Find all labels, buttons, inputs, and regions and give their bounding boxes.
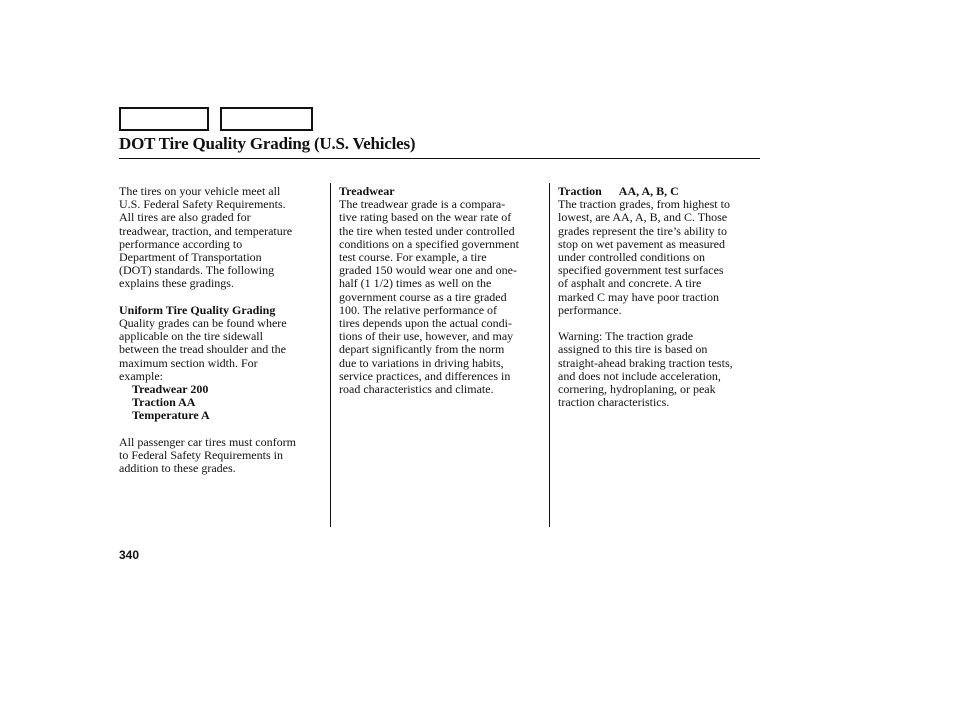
traction-heading: Traction (558, 184, 602, 198)
uniform-grading-heading: Uniform Tire Quality Grading (119, 302, 276, 317)
treadwear-text: The treadwear grade is a compara- tive rating based on the wear rate of the tire when tested under controlled conditions on a specified government test course. For example, a tire graded 150 would wear one and one- half (1 1/2) times as well on the government course as a tire graded 100. The relative performance of tires depends upon the actual condi- tions of their use, however, and may depart significantly from the norm due to variations in driving habits, service practices, and differences in road characteristics and climate. (339, 197, 519, 397)
closing-paragraph: All passenger car tires must conform to Federal Safety Requirements in addition to these grades. (119, 434, 296, 476)
page-number: 340 (119, 548, 140, 562)
traction-grades: AA, A, B, C (618, 184, 679, 198)
page-title: DOT Tire Quality Grading (U.S. Vehicles) (119, 134, 416, 153)
traction-warning: Warning: The traction grade assigned to this tire is based on straight-ahead braking traction tests, and does not include acceleration, cornering, hydroplaning, or peak traction characteristics. (558, 329, 733, 410)
intro-paragraph: The tires on your vehicle meet all U.S. Federal Safety Requirements. All tires are also graded for treadwear, traction, and temperature performance according to Department of Transportation (DOT) standards. The following explains these gradings. (119, 184, 293, 291)
example-treadwear: Treadwear 200 (132, 382, 209, 397)
title-underline (119, 158, 760, 159)
treadwear-heading: Treadwear (339, 184, 395, 198)
uniform-grading-text: Quality grades can be found where applicable on the tire sidewall between the tread shoulder and the maximum section width. For example: (119, 316, 287, 383)
column-traction (558, 185, 761, 409)
header-tab-box-right (220, 107, 313, 131)
header-tab-box-left (119, 107, 209, 131)
example-temperature: Temperature A (132, 408, 210, 423)
column-treadwear (339, 185, 544, 396)
column-intro (119, 185, 324, 475)
example-traction: Traction AA (132, 395, 196, 410)
column-divider-2 (549, 183, 550, 527)
traction-text: The traction grades, from highest to lowest, are AA, A, B, and C. Those grades represent the tire’s ability to stop on wet pavement as measured under controlled conditions on specified government test surfaces of asphalt and concrete. A tire marked C may have poor traction performance. (558, 197, 730, 317)
column-divider-1 (330, 183, 331, 527)
